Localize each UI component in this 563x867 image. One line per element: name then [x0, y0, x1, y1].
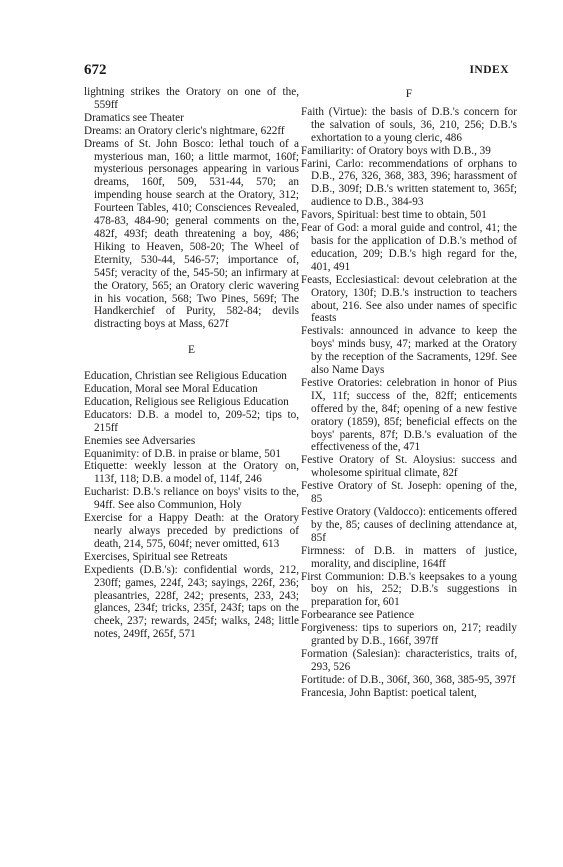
index-entry: Education, Religious see Religious Education: [84, 395, 289, 408]
index-entry: Fear of God: a moral guide and control, 41; the basis for the application of D.B.'s method of education, 209; D.B.'s high regard for the, 401, 491: [301, 222, 517, 273]
index-entry: Francesia, John Baptist: poetical talent,: [301, 686, 477, 699]
index-entry: Festive Oratory of St. Aloysius: success and wholesome spiritual climate, 82f: [301, 454, 517, 480]
index-entry: Dreams of St. John Bosco: lethal touch of a mysterious man, 160; a little marmot, 160f; mysterious personages appearing in various dreams, 160f, 509, 531-44, 570; an impending house search at the Oratory, 312; Fourteen Tables, 410; Consciences Revealed, 478-83, 484-90; general comments on the, 482f, 493f; death threatening a boy, 486; Hiking to Heaven, 508-20; The Wheel of Eternity, 530-44, 546-57; importance of, 545f; veracity of the, 545-50; an infirmary at the Oratory, 565; an Oratory cleric wavering in his vocation, 568; Two Pines, 569f; The Handkerchief of Purity, 582-84; devils distracting boys at Mass, 627f: [84, 137, 299, 331]
index-entry: Education, Christian see Religious Education: [84, 370, 287, 383]
index-entry: Etiquette: weekly lesson at the Oratory on, 113f, 118; D.B. a model of, 114f, 246: [84, 460, 299, 486]
index-entry: lightning strikes the Oratory on one of the, 559ff: [84, 86, 299, 111]
index-entry: Fortitude: of D.B., 306f, 360, 368, 385-95, 397f: [301, 673, 516, 686]
section-letter-e: E: [187, 344, 196, 357]
index-entry: Enemies see Adversaries: [84, 434, 196, 447]
index-entry: Festive Oratories: celebration in honor of Pius IX, 11f; success of the, 82ff; enticements offered by the, 84f; opening of a new festive oratory (1859), 85f; beneficial effects on the boys' parents, 87f; D.B.'s evaluation of the effectiveness of the, 471: [301, 376, 517, 454]
page-number: 672: [84, 62, 107, 78]
index-column-left: [84, 86, 299, 641]
index-entry: Favors, Spiritual: best time to obtain, 501: [301, 209, 487, 222]
index-entry: Dramatics see Theater: [84, 111, 184, 124]
index-entry: Exercise for a Happy Death: at the Oratory nearly always preceded by predictions of death, 214, 575, 604f; never omitted, 613: [84, 512, 299, 550]
section-letter-f: F: [405, 88, 413, 100]
index-entry: Equanimity: of D.B. in praise or blame, 501: [84, 447, 281, 460]
index-entry: Expedients (D.B.'s): confidential words, 212, 230ff; games, 224f, 243; sayings, 226f, 236; pleasantries, 228f, 242; presents, 233, 243; glances, 234f; tricks, 235f, 243f; taps on the cheek, 237; rewards, 245f; walks, 248; little notes, 249ff, 265f, 571: [84, 563, 299, 641]
index-entry: Farini, Carlo: recommendations of orphans to D.B., 276, 326, 368, 383, 396; harassment of D.B., 309f; D.B.'s written statement to, 365f; audience to D.B., 384-93: [301, 157, 517, 209]
index-entry: Formation (Salesian): characteristics, traits of, 293, 526: [301, 647, 517, 673]
index-entry: Education, Moral see Moral Education: [84, 383, 258, 396]
running-head: INDEX: [469, 64, 509, 76]
index-entry: Feasts, Ecclesiastical: devout celebration at the Oratory, 130f; D.B.'s instruction to teachers about, 216. See also under names of specific feasts: [301, 273, 517, 325]
index-entry: Familiarity: of Oratory boys with D.B., 39: [301, 144, 491, 157]
index-entry: Educators: D.B. a model to, 209-52; tips to, 215ff: [84, 408, 299, 434]
index-entry: Dreams: an Oratory cleric's nightmare, 622ff: [84, 124, 285, 137]
index-entry: Festive Oratory of St. Joseph: opening of the, 85: [301, 480, 517, 506]
index-entry: Festivals: announced in advance to keep the boys' minds busy, 47; marked at the Oratory by the reception of the Sacraments, 129f. See also Name Days: [301, 325, 517, 377]
index-entry: Forgiveness: tips to superiors on, 217; readily granted by D.B., 166f, 397ff: [301, 622, 517, 648]
index-entry: Eucharist: D.B.'s reliance on boys' visits to the, 94ff. See also Communion, Holy: [84, 486, 299, 512]
index-column-right: [301, 86, 517, 700]
index-entry: Festive Oratory (Valdocco): enticements offered by the, 85; causes of declining attendance at, 85f: [301, 506, 518, 544]
index-entry: Faith (Virtue): the basis of D.B.'s concern for the salvation of souls, 36, 210, 256; D.B.'s exhortation to a young cleric, 486: [301, 105, 517, 144]
index-entry: Firmness: of D.B. in matters of justice, morality, and discipline, 164ff: [301, 544, 517, 570]
index-entry: Exercises, Spiritual see Retreats: [84, 550, 228, 563]
index-entry: First Communion: D.B.'s keepsakes to a young boy on his, 252; D.B.'s suggestions in preparation for, 601: [301, 570, 517, 609]
index-entry: Forbearance see Patience: [301, 609, 415, 622]
